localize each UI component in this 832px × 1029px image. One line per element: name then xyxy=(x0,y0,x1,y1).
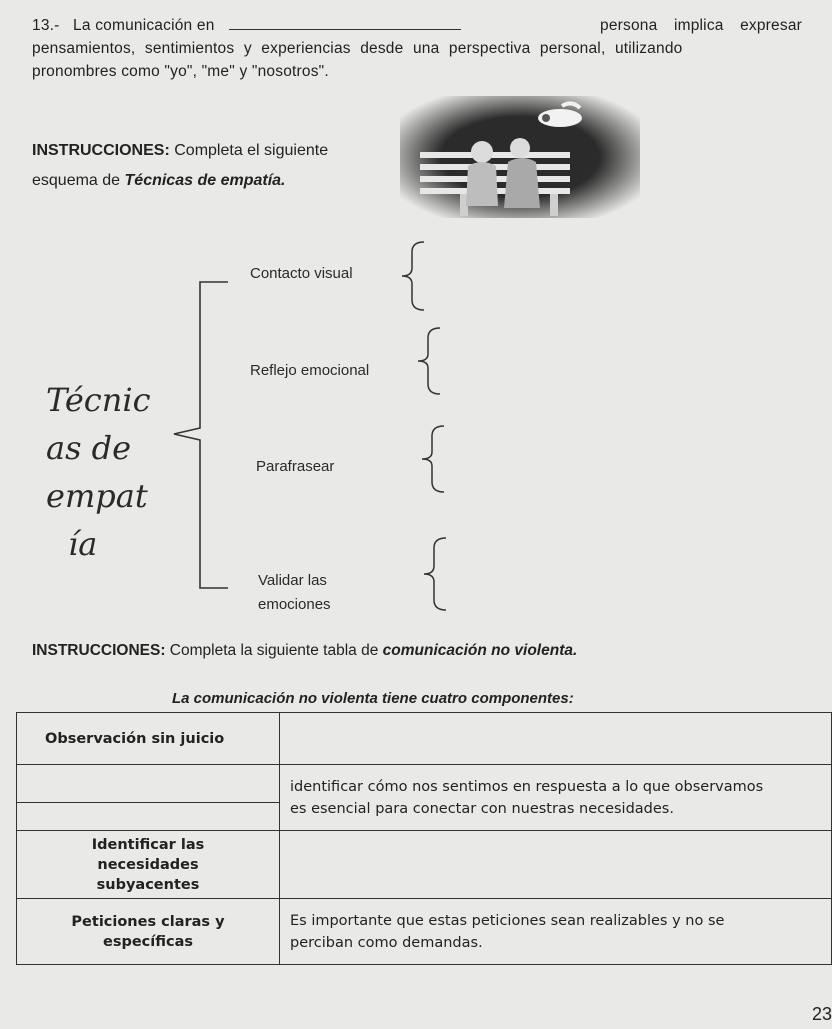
row-label-requests: Peticiones claras y específicas xyxy=(17,899,280,965)
requests-description xyxy=(280,899,832,965)
answer-blank[interactable] xyxy=(229,15,461,30)
feelings-line-2: es esencial para conectar con nuestras necesidades. xyxy=(290,800,674,817)
question-text-line3: pronombres como "yo", "me" y "nosotros". xyxy=(32,63,329,80)
question-13 xyxy=(32,14,802,83)
empathy-title-line: empat xyxy=(46,477,148,515)
instructions-text-2: esquema de xyxy=(32,172,121,189)
bench-illustration xyxy=(400,96,640,218)
cnv-instructions xyxy=(32,642,577,660)
technique-paraphrase: Parafrasear xyxy=(256,458,335,475)
brace-reflection xyxy=(414,326,444,396)
table-title: La comunicación no violenta tiene cuatro componentes: xyxy=(172,690,574,707)
answer-cell-observation[interactable] xyxy=(280,713,832,765)
requests-line-2: perciban como demandas. xyxy=(290,934,483,951)
empathy-title-line: Técnic xyxy=(46,381,151,419)
technique-validate-2: emociones xyxy=(258,596,331,613)
question-text-end: persona implica expresar xyxy=(600,17,802,34)
feelings-description xyxy=(280,765,832,831)
brace-validate xyxy=(420,536,450,612)
requests-line-1: Es importante que estas peticiones sean realizables y no se xyxy=(290,912,725,929)
instructions-emphasis-2: comunicación no violenta. xyxy=(382,642,578,659)
empathy-title-line: as de xyxy=(46,429,132,467)
technique-reflection: Reflejo emocional xyxy=(250,362,370,379)
row-label-observation: Observación sin juicio xyxy=(17,713,280,765)
page-number: 23 xyxy=(812,1004,832,1024)
answer-cell-feelings-label-2[interactable] xyxy=(17,803,280,831)
brace-paraphrase xyxy=(418,424,448,494)
main-brace xyxy=(170,280,240,596)
feelings-line-1: identificar cómo nos sentimos en respuesta a lo que observamos xyxy=(290,778,764,795)
instructions-text: Completa el siguiente xyxy=(174,142,329,159)
cnv-table xyxy=(16,712,832,965)
answer-cell-needs[interactable] xyxy=(280,831,832,899)
instructions-emphasis: Técnicas de empatía. xyxy=(124,172,286,189)
instructions-label-2: INSTRUCCIONES: xyxy=(32,642,166,659)
technique-contact: Contacto visual xyxy=(250,265,353,282)
question-text-start: La comunicación en xyxy=(73,17,215,34)
brace-contact xyxy=(398,240,428,312)
question-text-line2: pensamientos, sentimientos y experiencias desde una perspectiva personal, utilizando xyxy=(32,40,683,57)
instructions-text-3: Completa la siguiente tabla de xyxy=(169,642,379,659)
row-label-needs: Identificar las necesidades subyacentes xyxy=(17,831,280,899)
instructions-label: INSTRUCCIONES: xyxy=(32,142,170,159)
technique-validate: Validar las xyxy=(258,572,327,589)
empathy-instructions xyxy=(32,136,328,196)
answer-cell-feelings-label[interactable] xyxy=(17,765,280,803)
question-number: 13.- xyxy=(32,17,60,34)
empathy-title-line: ía xyxy=(68,525,98,563)
